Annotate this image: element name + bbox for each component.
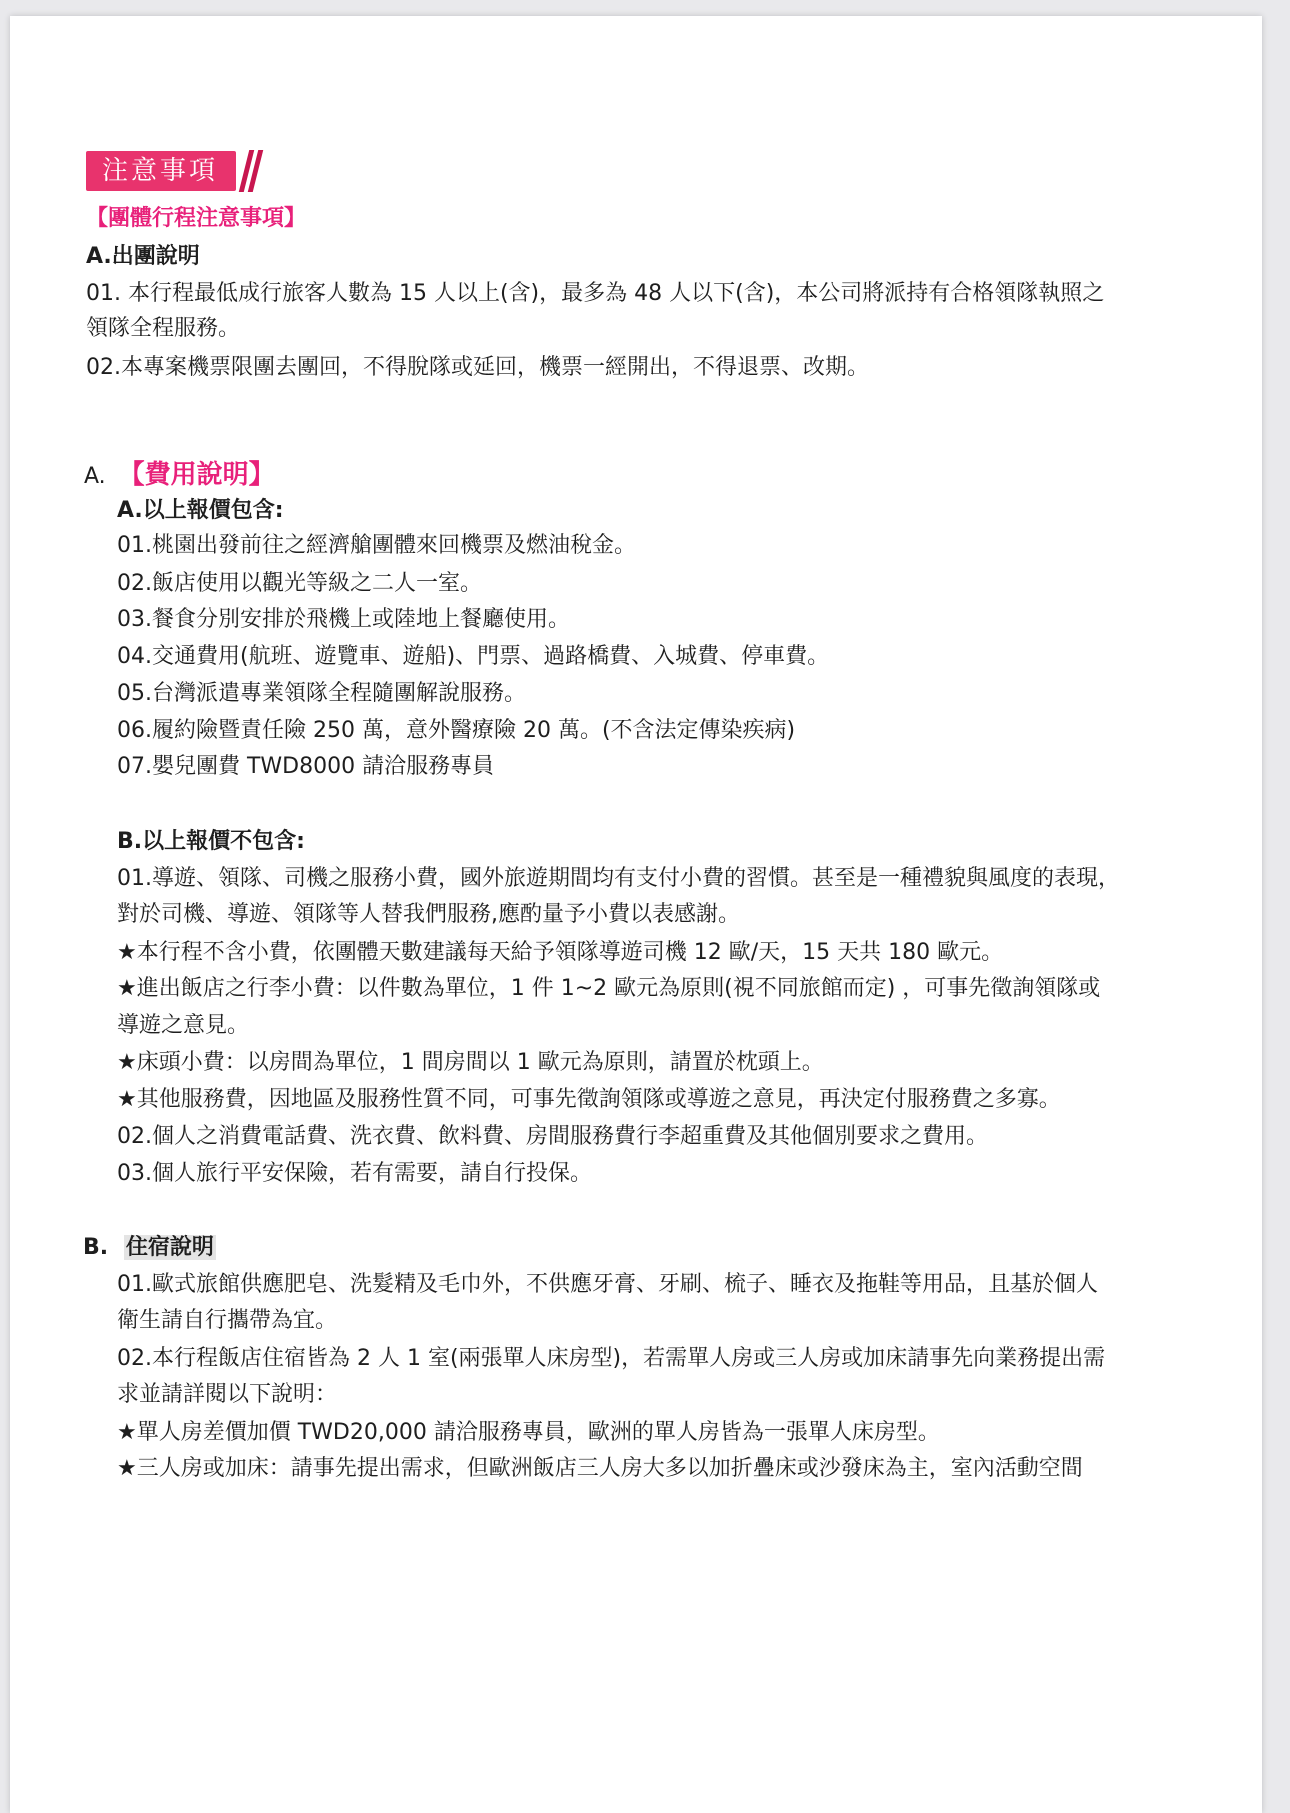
fees-included-heading: A.以上報價包含: xyxy=(117,498,284,523)
fees-included-item: 02.飯店使用以觀光等級之二人一室。 xyxy=(117,571,482,596)
fees-included-item: 05.台灣派遣專業領隊全程隨團解說服務。 xyxy=(117,681,526,706)
title-badge-label: 注意事項 xyxy=(86,151,236,191)
fees-excluded-line: ★床頭小費：以房間為單位，1 間房間以 1 歐元為原則，請置於枕頭上。 xyxy=(117,1050,824,1075)
fees-excluded-line: 01.導遊、領隊、司機之服務小費，國外旅遊期間均有支付小費的習慣。甚至是一種禮貌與風度的表現， xyxy=(117,866,1120,891)
fees-included-item: 03.餐食分別安排於飛機上或陸地上餐廳使用。 xyxy=(117,607,570,632)
document-page xyxy=(10,16,1262,1813)
fees-excluded-line: 03.個人旅行平安保險，若有需要，請自行投保。 xyxy=(117,1161,592,1186)
lodging-line: 衛生請自行攜帶為宜。 xyxy=(117,1308,338,1333)
fees-included-item: 06.履約險暨責任險 250 萬，意外醫療險 20 萬。(不含法定傳染疾病) xyxy=(117,718,796,743)
fees-section-heading xyxy=(84,460,275,492)
title-badge xyxy=(86,150,258,192)
fees-excluded-heading: B.以上報價不包含: xyxy=(117,829,305,854)
fees-excluded-line: ★進出飯店之行李小費：以件數為單位，1 件 1~2 歐元為原則(視不同旅館而定) ，可事先徵詢領隊或 xyxy=(117,976,1101,1001)
fees-excluded-line: ★本行程不含小費，依團體天數建議每天給予領隊導遊司機 12 歐/天，15 天共 180 歐元。 xyxy=(117,940,1004,965)
lodging-line: 01.歐式旅館供應肥皂、洗髮精及毛巾外，不供應牙膏、牙刷、梳子、睡衣及拖鞋等用品，且基於個人 xyxy=(117,1272,1098,1297)
group-notes-subheading: A.出團說明 xyxy=(86,244,200,269)
lodging-section-heading xyxy=(83,1233,216,1263)
lodging-line: ★單人房差價加價 TWD20,000 請洽服務專員，歐洲的單人房皆為一張單人床房型。 xyxy=(117,1420,940,1445)
fees-excluded-line: 02.個人之消費電話費、洗衣費、飲料費、房間服務費行李超重費及其他個別要求之費用。 xyxy=(117,1124,988,1149)
group-notes-heading: 【團體行程注意事項】 xyxy=(86,206,307,231)
group-notes-item-01-cont: 領隊全程服務。 xyxy=(86,316,241,341)
fees-included-item: 04.交通費用(航班、遊覽車、遊船)、門票、過路橋費、入城費、停車費。 xyxy=(117,644,830,669)
fees-section-letter: A. xyxy=(84,464,106,489)
lodging-line: 02.本行程飯店住宿皆為 2 人 1 室(兩張單人床房型)，若需單人房或三人房或加床請事先向業務提出需 xyxy=(117,1346,1106,1371)
group-notes-item-01: 01. 本行程最低成行旅客人數為 15 人以上(含)，最多為 48 人以下(含)，本公司將派持有合格領隊執照之 xyxy=(86,281,1105,306)
lodging-section-title: 住宿說明 xyxy=(125,1235,214,1260)
fees-excluded-line: 對於司機、導遊、領隊等人替我們服務,應酌量予小費以表感謝。 xyxy=(117,902,740,927)
fees-included-item: 01.桃園出發前往之經濟艙團體來回機票及燃油稅金。 xyxy=(117,533,636,558)
fees-excluded-line: ★其他服務費，因地區及服務性質不同，可事先徵詢領隊或導遊之意見，再決定付服務費之多寡。 xyxy=(117,1087,1061,1112)
group-notes-item-02: 02.本專案機票限團去團回，不得脫隊或延回，機票一經開出，不得退票、改期。 xyxy=(86,355,869,380)
lodging-line: ★三人房或加床：請事先提出需求，但歐洲飯店三人房大多以加折疊床或沙發床為主，室內活動空間 xyxy=(117,1456,1083,1481)
fees-excluded-line: 導遊之意見。 xyxy=(117,1013,250,1038)
fees-included-item: 07.嬰兒團費 TWD8000 請洽服務專員 xyxy=(117,754,495,779)
lodging-section-letter: B. xyxy=(83,1235,109,1260)
lodging-line: 求並請詳閱以下說明： xyxy=(117,1382,338,1407)
fees-section-title: 【費用說明】 xyxy=(118,460,275,490)
